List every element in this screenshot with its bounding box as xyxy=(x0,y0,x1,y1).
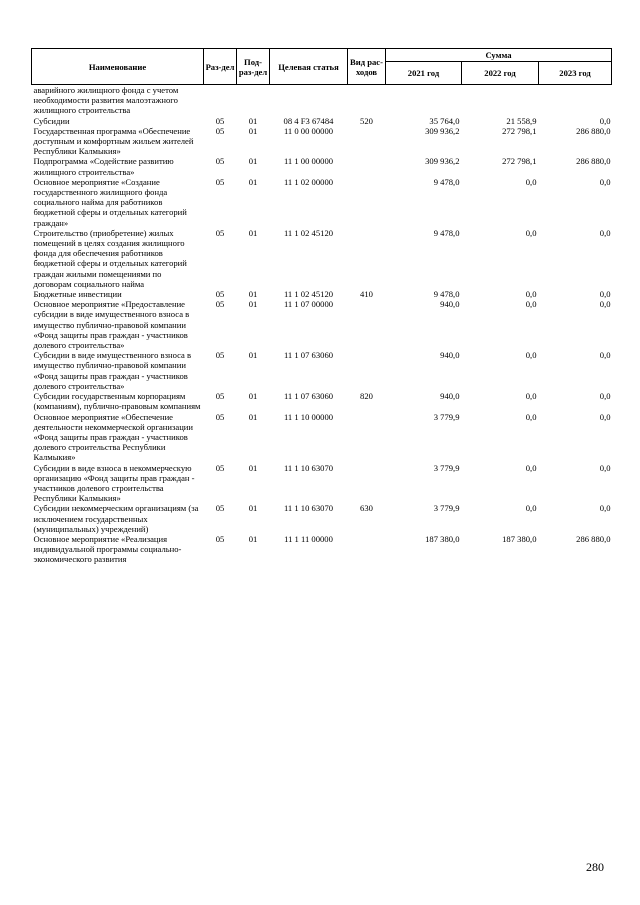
cell-2021: 35 764,0 xyxy=(429,115,460,126)
cell-2023: 0,0 xyxy=(599,176,611,187)
cell-podrazdel: 01 xyxy=(248,411,258,422)
cell-2021: 309 936,2 xyxy=(425,156,460,167)
cell-razdel: 05 xyxy=(215,503,225,514)
header-sum: Сумма xyxy=(386,49,612,62)
cell-razdel: 05 xyxy=(215,411,225,422)
cell-2023 xyxy=(539,85,612,116)
cell-name: Строительство (приобретение) жилых помещений в целях создания жилищного фонда для обеспечения работников бюджетной сферы и отдельных категорий граждан жилыми помещениями по договорам социального найма xyxy=(33,227,187,289)
cell-podrazdel xyxy=(237,85,270,116)
cell-2021: 940,0 xyxy=(440,391,460,402)
cell-vid xyxy=(348,463,386,504)
cell-podrazdel: 01 xyxy=(248,115,258,126)
cell-2021: 3 779,9 xyxy=(433,503,460,514)
table-row xyxy=(32,156,612,176)
table-row xyxy=(32,299,612,350)
cell-vid xyxy=(348,534,386,565)
cell-razdel: 05 xyxy=(215,227,225,238)
header-name: Наименование xyxy=(32,49,204,85)
cell-target: 08 4 F3 67484 xyxy=(283,115,334,126)
cell-vid: 820 xyxy=(360,391,373,402)
cell-2022: 187 380,0 xyxy=(502,533,537,544)
cell-name: Государственная программа «Обеспечение доступным и комфортным жильем жителей Республики Калмыкия» xyxy=(33,125,194,157)
cell-name: Основное мероприятие «Реализация индивидуальной программы социально-экономического развития xyxy=(33,533,182,565)
cell-vid xyxy=(348,412,386,463)
header-2022: 2022 год xyxy=(462,62,539,85)
cell-2022: 0,0 xyxy=(525,350,537,361)
cell-podrazdel: 01 xyxy=(248,289,258,300)
cell-vid: 410 xyxy=(360,289,373,300)
cell-target: 11 1 02 45120 xyxy=(283,227,334,238)
cell-razdel: 05 xyxy=(215,299,225,310)
cell-2023: 0,0 xyxy=(599,227,611,238)
table-row xyxy=(32,503,612,534)
cell-target: 11 0 00 00000 xyxy=(283,125,334,136)
cell-razdel: 05 xyxy=(215,391,225,402)
cell-2023: 0,0 xyxy=(599,115,611,126)
table-row xyxy=(32,534,612,565)
table-row xyxy=(32,391,612,411)
cell-razdel: 05 xyxy=(215,125,225,136)
header-2023: 2023 год xyxy=(539,62,612,85)
cell-podrazdel: 01 xyxy=(248,503,258,514)
cell-razdel: 05 xyxy=(215,115,225,126)
cell-name: Основное мероприятие «Обеспечение деятельности некоммерческой организации «Фонд защиты прав граждан - участников долевого строительства Республики Калмыкия» xyxy=(33,411,193,463)
cell-name: Бюджетные инвестиции xyxy=(33,289,122,300)
table-row xyxy=(32,228,612,289)
table-row xyxy=(32,350,612,391)
header-vid: Вид рас-ходов xyxy=(348,49,386,85)
cell-2022: 0,0 xyxy=(525,503,537,514)
cell-name: Основное мероприятие «Создание государственного жилищного фонда социального найма для работников бюджетной сферы и отдельных категорий граждан» xyxy=(33,176,187,228)
cell-target: 11 1 07 63060 xyxy=(283,350,334,361)
cell-vid xyxy=(348,228,386,289)
cell-vid xyxy=(348,299,386,350)
cell-podrazdel: 01 xyxy=(248,156,258,167)
budget-table xyxy=(31,48,612,565)
cell-2023: 0,0 xyxy=(599,411,611,422)
table-header xyxy=(32,49,612,85)
table-row xyxy=(32,85,612,116)
cell-2021: 9 478,0 xyxy=(433,176,460,187)
cell-name: аварийного жилищного фонда с учетом необходимости развития малоэтажного жилищного строительства xyxy=(33,85,179,116)
cell-2022: 272 798,1 xyxy=(502,125,537,136)
cell-vid xyxy=(348,350,386,391)
cell-2022 xyxy=(462,85,539,116)
cell-vid xyxy=(348,177,386,228)
cell-2022: 0,0 xyxy=(525,411,537,422)
cell-2022: 21 558,9 xyxy=(506,115,537,126)
table-body xyxy=(32,85,612,565)
cell-2021: 940,0 xyxy=(440,299,460,310)
cell-2023: 0,0 xyxy=(599,462,611,473)
cell-2021: 187 380,0 xyxy=(425,533,460,544)
cell-2021: 309 936,2 xyxy=(425,125,460,136)
table-row xyxy=(32,412,612,463)
table-row xyxy=(32,116,612,126)
cell-target: 11 1 02 45120 xyxy=(283,289,334,300)
cell-razdel: 05 xyxy=(215,289,225,300)
cell-name: Субсидии в виде взноса в некоммерческую организацию «Фонд защиты прав граждан - участников долевого строительства Республики Калмыкия» xyxy=(33,462,195,504)
header-podrazdel: Под-раз-дел xyxy=(237,49,270,85)
cell-2021: 940,0 xyxy=(440,350,460,361)
cell-name: Субсидии некоммерческим организациям (за исключением государственных (муниципальных) учреждений) xyxy=(33,503,199,534)
cell-2022: 0,0 xyxy=(525,227,537,238)
cell-2022: 0,0 xyxy=(525,299,537,310)
table-row xyxy=(32,126,612,157)
cell-vid xyxy=(348,126,386,157)
table-row xyxy=(32,463,612,504)
cell-razdel xyxy=(204,85,237,116)
cell-podrazdel: 01 xyxy=(248,391,258,402)
cell-target xyxy=(270,85,348,116)
cell-2022: 0,0 xyxy=(525,176,537,187)
cell-target: 11 1 07 00000 xyxy=(283,299,334,310)
cell-podrazdel: 01 xyxy=(248,299,258,310)
cell-name: Субсидии xyxy=(33,115,70,126)
cell-target: 11 1 00 00000 xyxy=(283,156,334,167)
cell-target: 11 1 07 63060 xyxy=(283,391,334,402)
cell-2021: 9 478,0 xyxy=(433,289,460,300)
page-number: 280 xyxy=(586,860,604,874)
table-row xyxy=(32,177,612,228)
cell-razdel: 05 xyxy=(215,156,225,167)
header-target: Целевая статья xyxy=(270,49,348,85)
cell-target: 11 1 02 00000 xyxy=(283,176,334,187)
cell-vid: 630 xyxy=(360,503,373,514)
cell-podrazdel: 01 xyxy=(248,125,258,136)
cell-2023: 286 880,0 xyxy=(576,533,611,544)
header-razdel: Раз-дел xyxy=(204,49,237,85)
table-row xyxy=(32,289,612,299)
cell-podrazdel: 01 xyxy=(248,227,258,238)
cell-name: Субсидии в виде имущественного взноса в имущество публично-правовой компании «Фонд защиты прав граждан - участников долевого строительства» xyxy=(33,350,192,391)
cell-2023: 0,0 xyxy=(599,350,611,361)
cell-target: 11 1 10 63070 xyxy=(283,503,334,514)
cell-razdel: 05 xyxy=(215,176,225,187)
cell-2023: 0,0 xyxy=(599,391,611,402)
cell-podrazdel: 01 xyxy=(248,533,258,544)
cell-vid xyxy=(348,85,386,116)
cell-2021: 3 779,9 xyxy=(433,462,460,473)
cell-podrazdel: 01 xyxy=(248,462,258,473)
cell-razdel: 05 xyxy=(215,350,225,361)
cell-2022: 0,0 xyxy=(525,391,537,402)
cell-2023: 0,0 xyxy=(599,299,611,310)
cell-target: 11 1 11 00000 xyxy=(284,533,333,544)
cell-2022: 0,0 xyxy=(525,462,537,473)
cell-2023: 286 880,0 xyxy=(576,156,611,167)
cell-target: 11 1 10 63070 xyxy=(283,462,334,473)
cell-2022: 272 798,1 xyxy=(502,156,537,167)
cell-podrazdel: 01 xyxy=(248,350,258,361)
cell-vid: 520 xyxy=(360,115,373,126)
header-2021: 2021 год xyxy=(386,62,462,85)
cell-name: Подпрограмма «Содействие развитию жилищного строительства» xyxy=(33,156,174,177)
cell-razdel: 05 xyxy=(215,462,225,473)
cell-2023: 286 880,0 xyxy=(576,125,611,136)
cell-2021 xyxy=(386,85,462,116)
cell-razdel: 05 xyxy=(215,533,225,544)
cell-podrazdel: 01 xyxy=(248,176,258,187)
cell-2021: 3 779,9 xyxy=(433,411,460,422)
cell-2021: 9 478,0 xyxy=(433,227,460,238)
cell-2022: 0,0 xyxy=(525,289,537,300)
cell-name: Субсидии государственным корпорациям (компаниям), публично-правовым компаниям xyxy=(33,391,201,412)
cell-target: 11 1 10 00000 xyxy=(283,411,334,422)
cell-2023: 0,0 xyxy=(599,503,611,514)
cell-vid xyxy=(348,156,386,176)
cell-2023: 0,0 xyxy=(599,289,611,300)
cell-name: Основное мероприятие «Предоставление субсидии в виде имущественного взноса в имущество публично-правовой компании «Фонд защиты прав граждан - участников долевого строительства» xyxy=(33,299,190,351)
